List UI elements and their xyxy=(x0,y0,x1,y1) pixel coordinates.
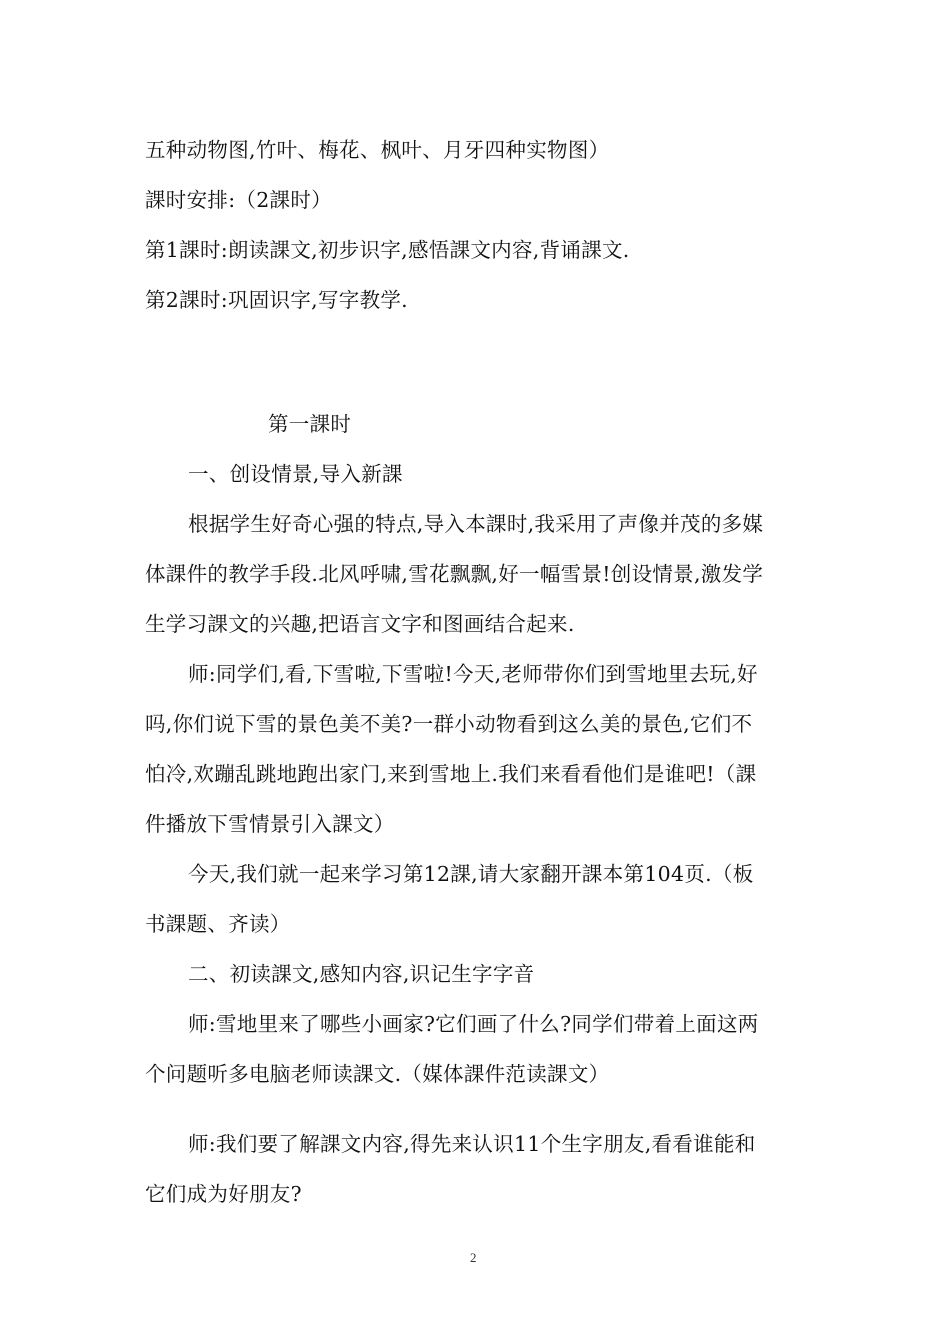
paragraph-1-line-1: 根据学生好奇心强的特点,导入本課时,我采用了声像并茂的多媒 xyxy=(188,512,764,536)
paragraph-1-line-2: 体課件的教学手段.北风呼啸,雪花飘飘,好一幅雪景!创设情景,激发学 xyxy=(145,562,764,586)
paragraph-4-line-1: 师:雪地里来了哪些小画家?它们画了什么?同学们带着上面这两 xyxy=(188,1012,759,1036)
text-line-3: 第1課时:朗读課文,初步识字,感悟課文内容,背诵課文. xyxy=(145,238,630,262)
paragraph-2-line-1: 师:同学们,看,下雪啦,下雪啦!今天,老师带你们到雪地里去玩,好 xyxy=(188,662,758,686)
paragraph-3-line-1: 今天,我们就一起来学习第12課,请大家翻开課本第104页.（板 xyxy=(188,862,754,886)
page-number: 2 xyxy=(470,1250,477,1265)
paragraph-3-line-2: 书課题、齐读） xyxy=(145,912,291,936)
subheading-1: 一、创设情景,导入新課 xyxy=(188,462,403,486)
paragraph-2-line-4: 件播放下雪情景引入課文） xyxy=(145,812,395,836)
subheading-2: 二、初读課文,感知内容,识记生字字音 xyxy=(188,962,535,986)
paragraph-5-line-1: 师:我们要了解課文内容,得先来认识11个生字朋友,看看谁能和 xyxy=(188,1132,756,1156)
paragraph-1-line-3: 生学习課文的兴趣,把语言文字和图画结合起来. xyxy=(145,612,575,636)
text-line-1: 五种动物图,竹叶、梅花、枫叶、月牙四种实物图） xyxy=(145,138,610,162)
section-heading: 第一課时 xyxy=(268,412,352,436)
paragraph-4-line-2: 个问题听多电脑老师读課文.（媒体課件范读課文） xyxy=(145,1062,610,1086)
text-line-2: 課时安排:（2課时） xyxy=(145,188,332,212)
text-line-4: 第2課时:巩固识字,写字教学. xyxy=(145,288,408,312)
paragraph-2-line-2: 吗,你们说下雪的景色美不美?一群小动物看到这么美的景色,它们不 xyxy=(145,712,753,736)
paragraph-5-line-2: 它们成为好朋友? xyxy=(145,1182,302,1206)
paragraph-2-line-3: 怕冷,欢蹦乱跳地跑出家门,来到雪地上.我们来看看他们是谁吧!（課 xyxy=(145,762,757,786)
